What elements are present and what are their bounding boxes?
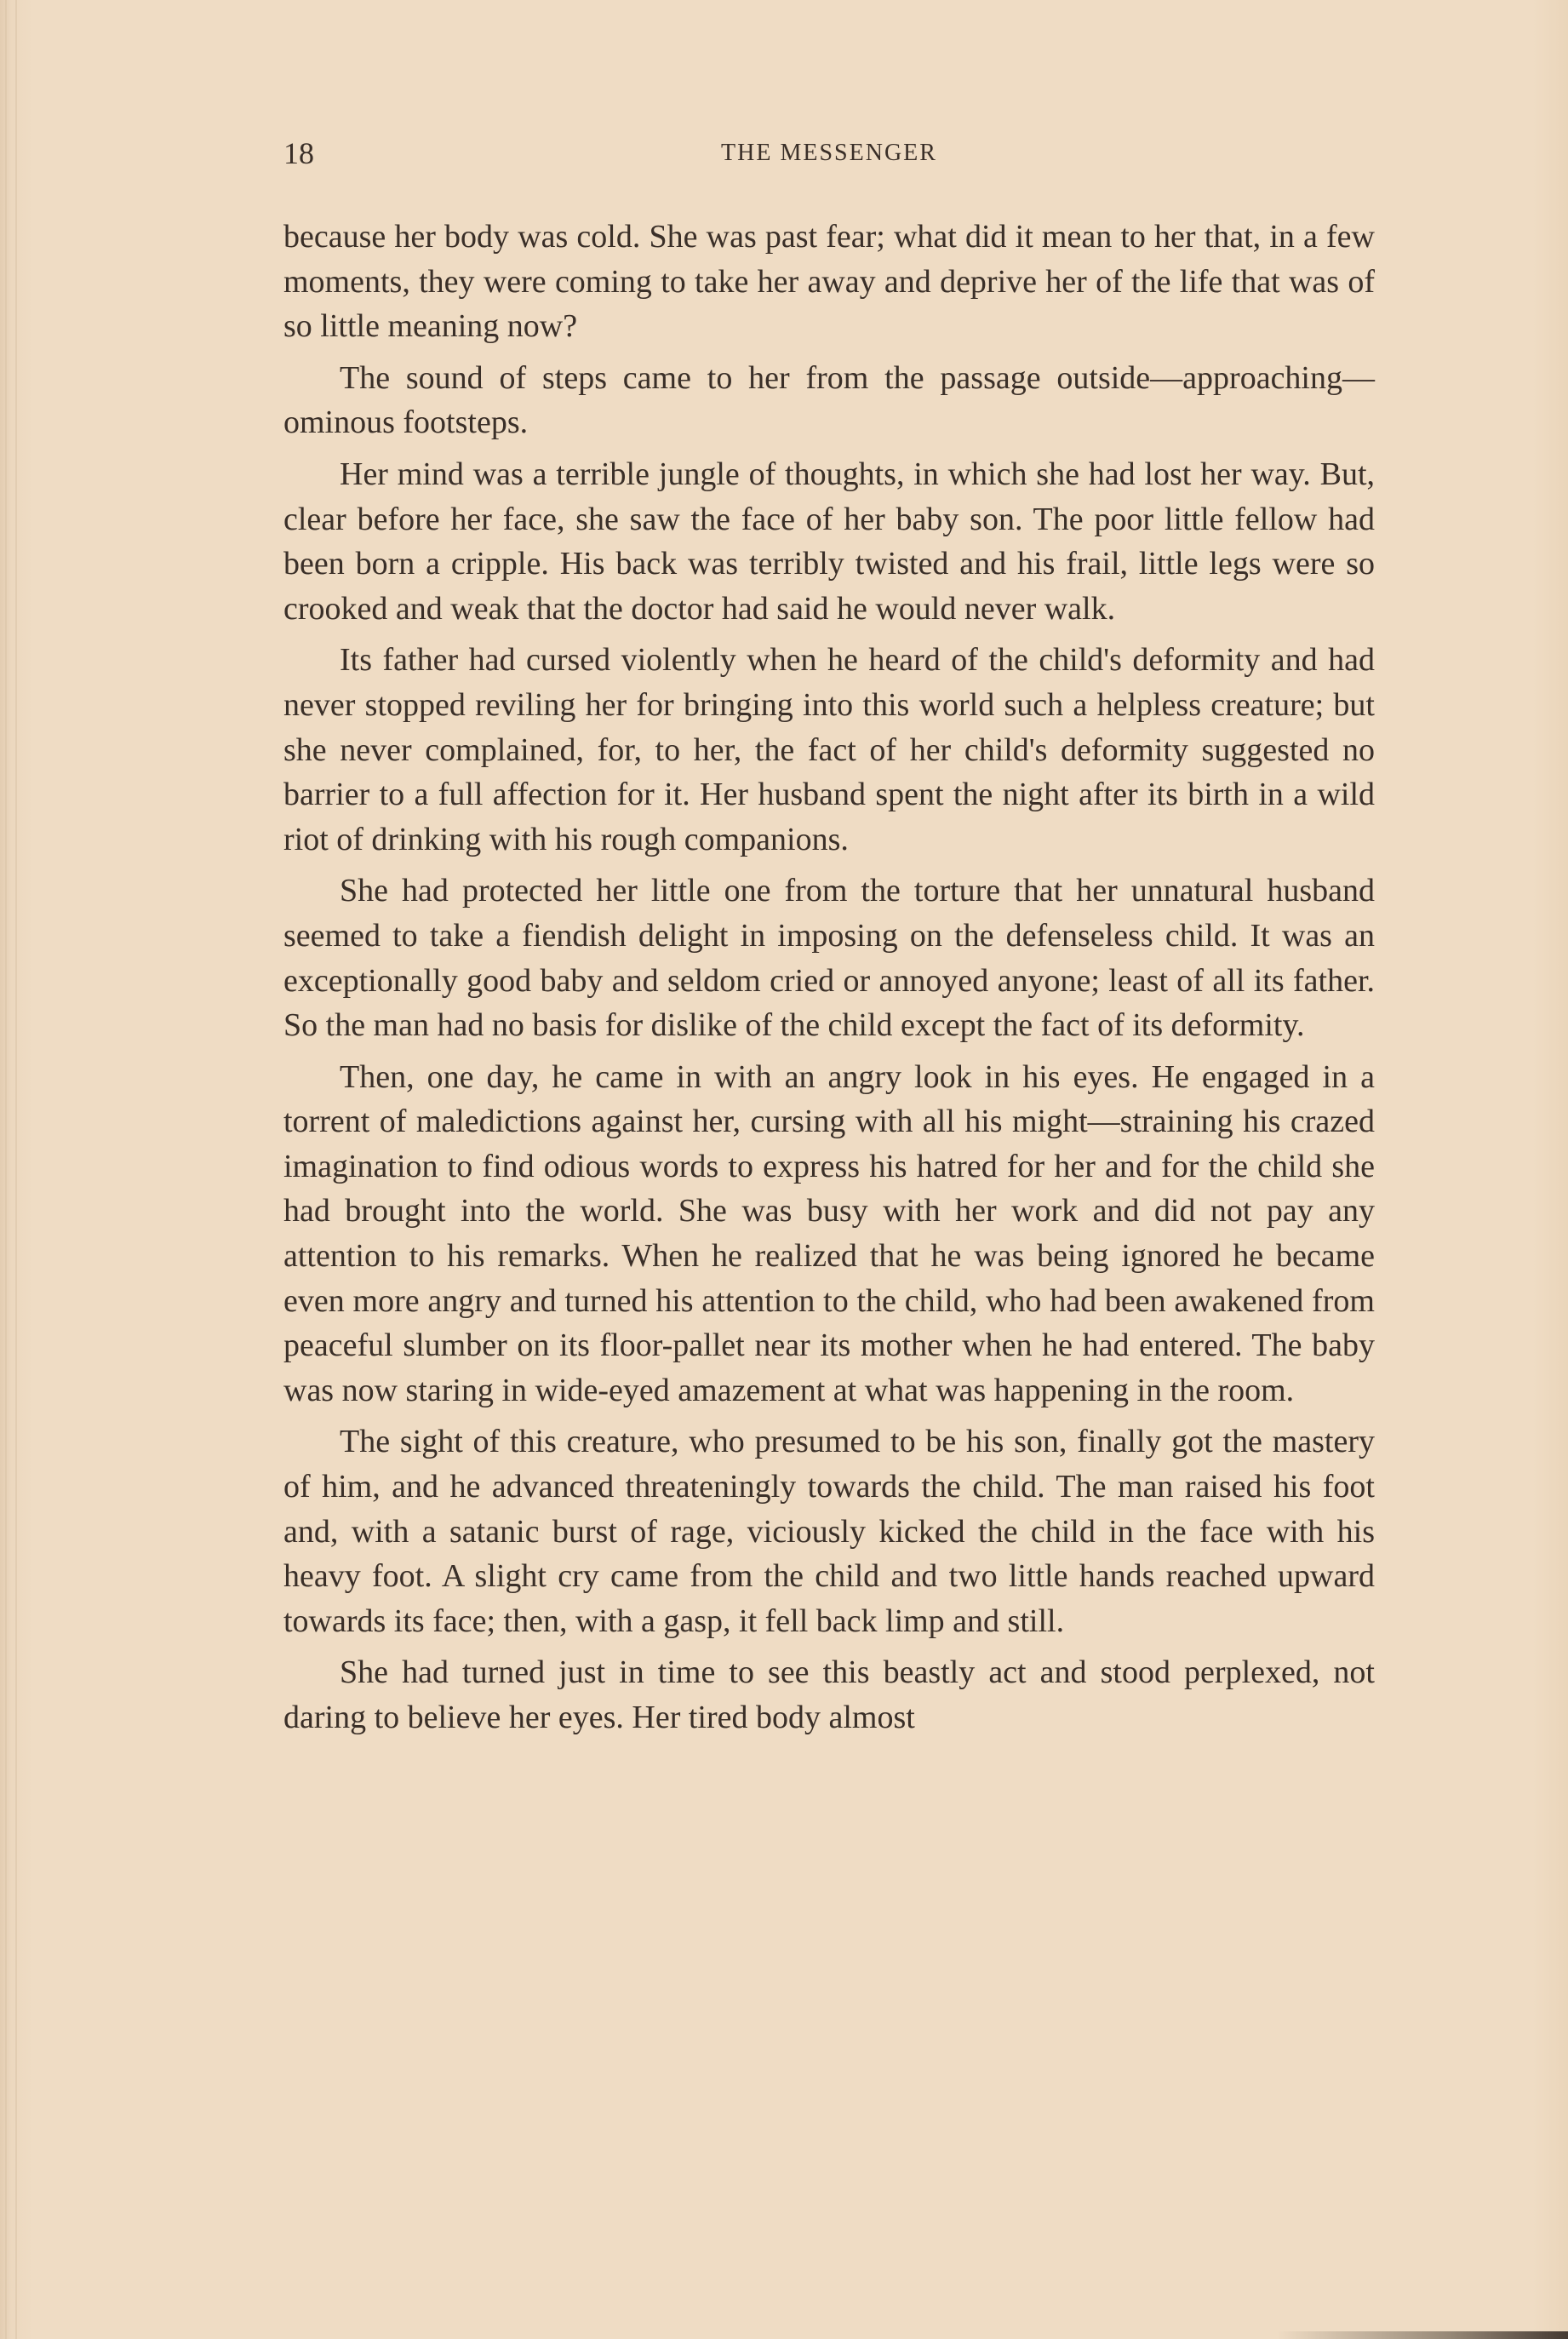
paragraph: Her mind was a terrible jungle of thoughts, in which she had lost her way. But, clear before her face, she saw the face of her baby son. The poor little fellow had been born a cripple. His back was terribly twisted and his frail, little legs were so crooked and weak that the doctor had said he would never walk. <box>283 456 1375 627</box>
paragraph: The sound of steps came to her from the passage outside—approaching—ominous footsteps. <box>283 359 1375 441</box>
body-text <box>283 215 1375 1747</box>
binding-gutter-shadow <box>5 0 7 2339</box>
paragraph: Its father had cursed violently when he heard of the child's deformity and had never stopped reviling her for bringing into this world such a helpless creature; but she never complained, for, to her, the fact of her child's deformity suggested no barrier to a full affection for it. Her husband spent the night after its birth in a wild riot of drinking with his rough companions. <box>283 642 1375 857</box>
paragraph: The sight of this creature, who presumed to be his son, finally got the mastery of him, and he advanced threateningly towards the child. The man raised his foot and, with a satanic burst of rage, viciously kicked the child in the face with his heavy foot. A slight cry came from the child and two little hands reached upward towards its face; then, with a gasp, it fell back limp and still. <box>283 1424 1375 1639</box>
paragraph: because her body was cold. She was past fear; what did it mean to her that, in a few moments, they were coming to take her away and deprive her of the life that was of so little meaning now? <box>283 219 1375 345</box>
paragraph: She had turned just in time to see this beastly act and stood perplexed, not daring to believe her eyes. Her tired body almost <box>283 1654 1375 1735</box>
page-number: 18 <box>283 136 314 170</box>
page-header <box>283 128 1375 179</box>
binding-gutter-line <box>15 0 17 2339</box>
running-head: THE MESSENGER <box>721 140 937 166</box>
paragraph: Then, one day, he came in with an angry look in his eyes. He engaged in a torrent of maledictions against her, cursing with all his might—straining his crazed imagination to find odious words to express his hatred for her and for the child she had brought into the world. She was busy with her work and did not pay any attention to his remarks. When he realized that he was being ignored he became even more angry and turned his attention to the child, who had been awakened from peaceful slumber on its floor-pallet near its mother when he had entered. The baby was now staring in wide-eyed amazement at what was happening in the room. <box>283 1058 1375 1408</box>
page-bottom-edge <box>1277 2331 1568 2339</box>
paragraph: She had protected her little one from the torture that her unnatural husband seemed to take a fiendish delight in imposing on the defenseless child. It was an exceptionally good baby and seldom cried or annoyed anyone; least of all its father. So the man had no basis for dislike of the child except the fact of its deformity. <box>283 873 1375 1044</box>
